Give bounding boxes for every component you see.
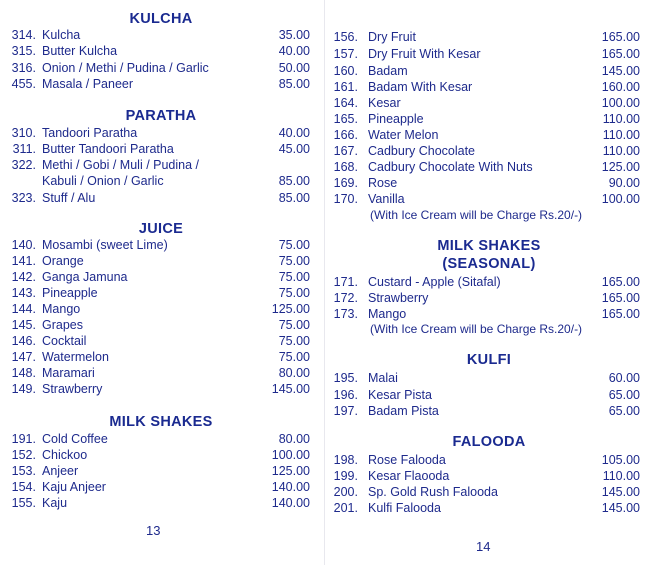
item-price: 75.00 (278, 350, 310, 364)
menu-item (328, 79, 650, 95)
item-number: 144. (11, 302, 36, 316)
item-price: 50.00 (278, 61, 310, 75)
item-price: 165.00 (601, 47, 640, 61)
item-number: 199. (333, 469, 358, 483)
item-name: Butter Kulcha (42, 44, 118, 58)
item-name: Kesar Flaooda (368, 469, 450, 483)
page-divider (324, 0, 325, 565)
menu-item (0, 141, 322, 157)
menu-item (328, 484, 650, 500)
item-number: 170. (333, 192, 358, 206)
item-price: 110.00 (602, 144, 640, 158)
item-name: Kesar Pista (368, 388, 432, 402)
item-number: 310. (11, 126, 36, 140)
item-price: 75.00 (278, 334, 310, 348)
item-price: 40.00 (278, 126, 310, 140)
item-price: 45.00 (278, 142, 310, 156)
menu-item (328, 143, 650, 159)
menu-item (328, 191, 650, 207)
item-price: 65.00 (608, 388, 640, 402)
item-number: 198. (333, 453, 358, 467)
menu-item (0, 365, 322, 381)
item-price: 140.00 (271, 480, 310, 494)
menu-item (0, 269, 322, 285)
item-name: Chickoo (42, 448, 88, 462)
page-number: 14 (476, 539, 491, 554)
menu-item (328, 452, 650, 468)
item-number: 154. (11, 480, 36, 494)
item-price: 80.00 (278, 432, 310, 446)
item-price: 125.00 (271, 464, 310, 478)
menu-item (328, 500, 650, 516)
item-number: 172. (333, 291, 358, 305)
item-name: Grapes (42, 318, 83, 332)
item-name: Stuff / Alu (42, 191, 96, 205)
page-number: 13 (146, 523, 161, 538)
item-price: 75.00 (278, 286, 310, 300)
menu-item (0, 27, 322, 43)
item-name: Rose Falooda (368, 453, 446, 467)
item-price: 145.00 (601, 485, 640, 499)
item-price: 110.00 (602, 469, 640, 483)
menu-item (0, 301, 322, 317)
item-name: Badam (368, 64, 408, 78)
item-number: 322. (11, 158, 36, 172)
menu-item (328, 63, 650, 79)
section-title-milk-shakes: MILK SHAKES (109, 414, 213, 430)
ice-cream-charge-note: (With Ice Cream will be Charge Rs.20/-) (370, 208, 583, 222)
menu-item (328, 127, 650, 143)
item-price: 140.00 (271, 496, 310, 510)
menu-item (0, 237, 322, 253)
item-name: Kaju Anjeer (42, 480, 106, 494)
menu-item (328, 46, 650, 62)
menu-item (328, 387, 650, 403)
item-name: Cold Coffee (42, 432, 108, 446)
menu-item (0, 495, 322, 511)
item-number: 149. (11, 382, 36, 396)
section-title-falooda: FALOODA (452, 434, 526, 450)
item-price: 85.00 (278, 174, 310, 188)
item-name: Mango (42, 302, 81, 316)
item-number: 141. (11, 254, 36, 268)
menu-item (0, 173, 322, 189)
item-number: 161. (333, 80, 358, 94)
item-number: 148. (11, 366, 36, 380)
menu-item (0, 479, 322, 495)
item-number: 146. (11, 334, 36, 348)
menu-item (328, 111, 650, 127)
item-name: Vanilla (368, 192, 405, 206)
item-number: 197. (333, 404, 358, 418)
item-price: 110.00 (602, 112, 640, 126)
item-number: 142. (11, 270, 36, 284)
item-number: 311. (12, 142, 36, 156)
item-price: 65.00 (608, 404, 640, 418)
item-number: 455. (11, 77, 36, 91)
item-number: 173. (333, 307, 358, 321)
item-number: 196. (333, 388, 358, 402)
menu-item (328, 306, 650, 322)
menu-item (0, 381, 322, 397)
item-name: Dry Fruit (368, 30, 416, 44)
item-price: 105.00 (601, 453, 640, 467)
item-name: Anjeer (42, 464, 79, 478)
menu-item (328, 29, 650, 45)
menu-item (0, 125, 322, 141)
item-name: Masala / Paneer (42, 77, 134, 91)
item-price: 100.00 (601, 96, 640, 110)
menu-item (0, 190, 322, 206)
item-price: 75.00 (278, 318, 310, 332)
item-price: 85.00 (278, 191, 310, 205)
item-number: 140. (11, 238, 36, 252)
menu-item (0, 447, 322, 463)
item-price: 75.00 (278, 270, 310, 284)
item-name: Kaju (42, 496, 68, 510)
menu-item (0, 285, 322, 301)
item-price: 100.00 (601, 192, 640, 206)
menu-item (328, 175, 650, 191)
item-price: 165.00 (601, 275, 640, 289)
item-name: Tandoori Paratha (42, 126, 138, 140)
menu-item (0, 333, 322, 349)
section-subtitle-seasonal: (SEASONAL) (442, 256, 536, 272)
item-name: Cadbury Chocolate (368, 144, 476, 158)
item-name: Kulcha (42, 28, 81, 42)
item-number: 145. (11, 318, 36, 332)
item-name: Ganga Jamuna (42, 270, 128, 284)
item-name: Rose (368, 176, 398, 190)
menu-item (328, 370, 650, 386)
item-number: 143. (11, 286, 36, 300)
item-name: Cadbury Chocolate With Nuts (368, 160, 533, 174)
item-price: 145.00 (601, 64, 640, 78)
item-price: 145.00 (271, 382, 310, 396)
menu-item (0, 157, 322, 173)
item-price: 85.00 (278, 77, 310, 91)
item-price: 40.00 (278, 44, 310, 58)
menu-item (328, 468, 650, 484)
item-number: 169. (333, 176, 358, 190)
item-number: 315. (11, 44, 36, 58)
item-number: 171. (333, 275, 358, 289)
section-title-juice: JUICE (138, 221, 184, 237)
item-number: 195. (333, 371, 358, 385)
item-name: Pineapple (368, 112, 424, 126)
section-title-kulcha: KULCHA (129, 11, 193, 27)
item-name: Orange (42, 254, 84, 268)
item-name: Butter Tandoori Paratha (42, 142, 174, 156)
item-price: 75.00 (278, 254, 310, 268)
menu-item (0, 463, 322, 479)
item-number: 168. (333, 160, 358, 174)
item-number: 155. (11, 496, 36, 510)
item-number: 201. (333, 501, 358, 515)
menu-item (0, 76, 322, 92)
item-number: 156. (333, 30, 358, 44)
item-number: 316. (11, 61, 36, 75)
section-title-kulfi: KULFI (466, 352, 512, 368)
menu-item (328, 159, 650, 175)
item-number: 166. (333, 128, 358, 142)
item-name: Badam Pista (368, 404, 439, 418)
item-name: Mango (368, 307, 407, 321)
item-price: 75.00 (278, 238, 310, 252)
menu-item (0, 253, 322, 269)
item-price: 160.00 (601, 80, 640, 94)
item-price: 90.00 (608, 176, 640, 190)
item-price: 100.00 (271, 448, 310, 462)
menu-item (0, 43, 322, 59)
item-number: 314. (11, 28, 36, 42)
item-name: Onion / Methi / Pudina / Garlic (42, 61, 209, 75)
item-name: Pineapple (42, 286, 98, 300)
item-price: 60.00 (608, 371, 640, 385)
item-name: Watermelon (42, 350, 109, 364)
item-number: 167. (333, 144, 358, 158)
item-name: Maramari (42, 366, 95, 380)
item-name: Dry Fruit With Kesar (368, 47, 481, 61)
item-price: 125.00 (271, 302, 310, 316)
item-number: 160. (333, 64, 358, 78)
item-name: Water Melon (368, 128, 439, 142)
menu-item (328, 403, 650, 419)
section-title-paratha: PARATHA (125, 108, 197, 124)
item-price: 145.00 (601, 501, 640, 515)
item-number: 157. (333, 47, 358, 61)
menu-page-right (328, 0, 650, 565)
item-name: Kulfi Falooda (368, 501, 441, 515)
item-price: 165.00 (601, 30, 640, 44)
item-number: 152. (11, 448, 36, 462)
item-number: 323. (11, 191, 36, 205)
item-number: 153. (11, 464, 36, 478)
menu-item (0, 60, 322, 76)
item-name: Badam With Kesar (368, 80, 473, 94)
item-price: 165.00 (601, 307, 640, 321)
item-number: 164. (333, 96, 358, 110)
menu-item (0, 431, 322, 447)
item-number: 165. (333, 112, 358, 126)
item-name: Custard - Apple (Sitafal) (368, 275, 501, 289)
menu-item (328, 290, 650, 306)
item-name: Malai (368, 371, 398, 385)
item-price: 165.00 (601, 291, 640, 305)
item-price: 35.00 (278, 28, 310, 42)
item-name: Methi / Gobi / Muli / Pudina / (42, 158, 200, 172)
item-name: Kabuli / Onion / Garlic (42, 174, 164, 188)
item-name: Kesar (368, 96, 401, 110)
ice-cream-charge-note: (With Ice Cream will be Charge Rs.20/-) (370, 322, 583, 336)
item-name: Sp. Gold Rush Falooda (368, 485, 498, 499)
menu-item (0, 349, 322, 365)
item-number: 191. (11, 432, 36, 446)
menu-item (328, 95, 650, 111)
item-number: 147. (11, 350, 36, 364)
menu-page-left (0, 0, 322, 565)
menu-item (328, 274, 650, 290)
section-title-milk-shakes: MILK SHAKES (437, 238, 541, 254)
item-price: 125.00 (601, 160, 640, 174)
menu-item (0, 317, 322, 333)
item-name: Strawberry (42, 382, 103, 396)
item-price: 80.00 (278, 366, 310, 380)
item-name: Mosambi (sweet Lime) (42, 238, 168, 252)
item-number: 200. (333, 485, 358, 499)
item-price: 110.00 (602, 128, 640, 142)
item-name: Strawberry (368, 291, 429, 305)
item-name: Cocktail (42, 334, 87, 348)
